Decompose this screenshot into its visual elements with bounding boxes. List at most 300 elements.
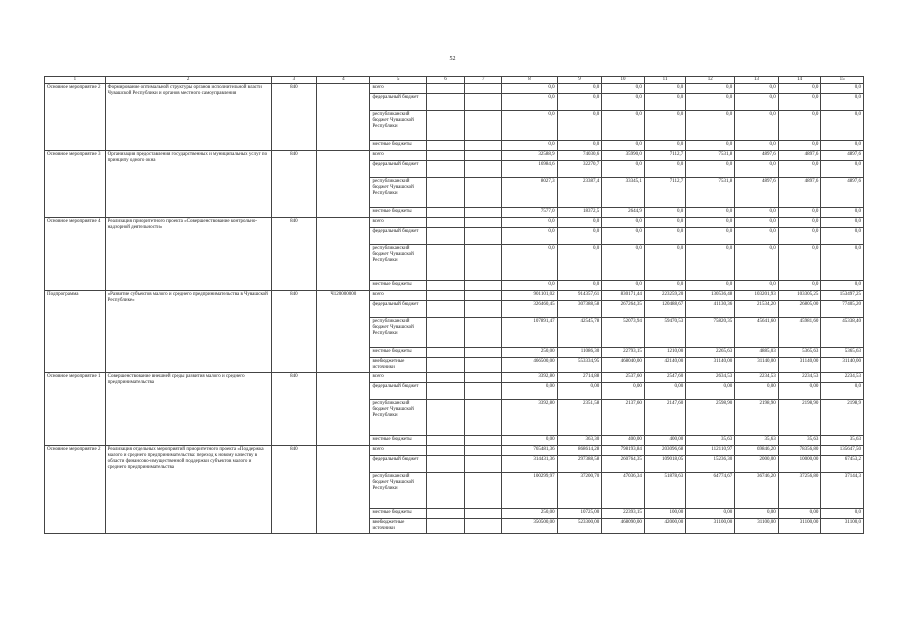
value-cell: 0,0	[735, 141, 779, 151]
empty-cell	[426, 245, 464, 281]
value-cell: 0,00	[735, 383, 779, 400]
value-cell: 32588,9	[502, 151, 557, 161]
value-cell: 765481,36	[502, 446, 557, 456]
empty-cell	[426, 509, 464, 519]
value-cell: 33345,1	[602, 178, 645, 208]
value-cell: 77405,20	[821, 301, 864, 318]
value-cell: 69846,20	[735, 446, 779, 456]
value-cell: 45981,60	[778, 318, 821, 348]
value-cell: 120488,67	[644, 301, 685, 318]
value-cell: 0,0	[557, 281, 602, 291]
value-cell: 153497,25	[821, 291, 864, 301]
value-cell: 0,0	[735, 218, 779, 228]
value-cell: 2644,9	[602, 208, 645, 218]
empty-cell	[465, 281, 502, 291]
value-cell: 223259,20	[644, 291, 685, 301]
empty-cell	[426, 178, 464, 208]
value-cell: 297388,58	[557, 456, 602, 473]
value-cell: 2234,53	[821, 373, 864, 383]
funding-source-cell: федеральный бюджет	[370, 301, 426, 318]
empty-cell	[426, 141, 464, 151]
value-cell: 0,0	[821, 208, 864, 218]
column-header: 7	[465, 77, 502, 84]
table-row	[45, 373, 864, 383]
empty-cell	[426, 373, 464, 383]
value-cell: 468090,00	[602, 519, 645, 534]
value-cell: 2137,60	[602, 400, 645, 436]
value-cell: 0,00	[686, 509, 735, 519]
empty-cell	[426, 400, 464, 436]
value-cell: 0,0	[735, 111, 779, 141]
value-cell: 2351,58	[557, 400, 602, 436]
value-cell: 400,00	[602, 436, 645, 446]
table-row	[45, 218, 864, 228]
value-cell: 4897,6	[735, 151, 779, 161]
value-cell: 0,0	[778, 218, 821, 228]
value-cell: 0,0	[602, 281, 645, 291]
value-cell: 0,0	[502, 141, 557, 151]
funding-source-cell: республиканский бюджет Чувашской Республики	[370, 178, 426, 208]
empty-cell	[465, 94, 502, 111]
value-cell: 0,0	[821, 218, 864, 228]
funding-source-cell: всего	[370, 84, 426, 94]
value-cell: 0,0	[644, 141, 685, 151]
column-header: 1	[45, 77, 106, 84]
value-cell: 5365,63	[778, 348, 821, 358]
value-cell: 107891,47	[502, 318, 557, 348]
column-header: 11	[644, 77, 685, 84]
value-cell: 0,0	[821, 94, 864, 111]
funding-source-cell: федеральный бюджет	[370, 456, 426, 473]
value-cell: 350500,00	[502, 519, 557, 534]
value-cell: 75820,35	[686, 318, 735, 348]
empty-cell	[426, 218, 464, 228]
value-cell: 0,0	[602, 84, 645, 94]
value-cell: 10000,00	[778, 456, 821, 473]
value-cell: 109018,05	[644, 456, 685, 473]
value-cell: 35,63	[778, 436, 821, 446]
value-cell: 59470,53	[644, 318, 685, 348]
value-cell: 3392,80	[502, 373, 557, 383]
empty-cell	[465, 358, 502, 373]
value-cell: 0,0	[821, 228, 864, 245]
funding-source-cell: местные бюджеты	[370, 208, 426, 218]
funding-source-cell: всего	[370, 446, 426, 456]
column-header: 3	[271, 77, 317, 84]
empty-cell	[426, 473, 464, 509]
responsible-code-cell: 840	[271, 446, 317, 534]
activity-description-cell: Организация предоставления государственных и муниципальных услуг по принципу одного окна	[105, 151, 271, 218]
program-code-cell	[317, 84, 370, 151]
value-cell: 37200,70	[557, 473, 602, 509]
value-cell: 1210,00	[644, 348, 685, 358]
value-cell: 45641,60	[735, 318, 779, 348]
value-cell: 100299,97	[502, 473, 557, 509]
value-cell: 363,30	[557, 436, 602, 446]
empty-cell	[465, 383, 502, 400]
value-cell: 31100,00	[686, 519, 735, 534]
value-cell: 0,0	[821, 161, 864, 178]
empty-cell	[465, 291, 502, 301]
value-cell: 0,0	[502, 94, 557, 111]
funding-source-cell: местные бюджеты	[370, 436, 426, 446]
table-row	[45, 446, 864, 456]
value-cell: 0,00	[686, 383, 735, 400]
value-cell: 0,0	[602, 161, 645, 178]
value-cell: 22393,15	[602, 509, 645, 519]
value-cell: 0,0	[602, 94, 645, 111]
value-cell: 0,0	[644, 94, 685, 111]
empty-cell	[465, 436, 502, 446]
value-cell: 250,00	[502, 348, 557, 358]
value-cell: 42140,00	[644, 358, 685, 373]
value-cell: 0,0	[735, 228, 779, 245]
value-cell: 0,0	[557, 218, 602, 228]
responsible-code-cell: 840	[271, 151, 317, 218]
value-cell: 0,0	[778, 111, 821, 141]
value-cell: 0,0	[735, 281, 779, 291]
value-cell: 7112,7	[644, 151, 685, 161]
value-cell: 0,0	[778, 228, 821, 245]
value-cell: 16984,6	[502, 161, 557, 178]
funding-source-cell: внебюджетные источники	[370, 358, 426, 373]
empty-cell	[426, 348, 464, 358]
value-cell: 32270,7	[557, 161, 602, 178]
value-cell: 42545,78	[557, 318, 602, 348]
value-cell: 0,0	[821, 84, 864, 94]
column-header: 15	[821, 77, 864, 84]
value-cell: 2547,60	[644, 373, 685, 383]
value-cell: 64774,67	[686, 473, 735, 509]
value-cell: 0,0	[778, 94, 821, 111]
value-cell: 868614,28	[557, 446, 602, 456]
value-cell: 2634,53	[686, 373, 735, 383]
value-cell: 35,63	[735, 436, 779, 446]
value-cell: 2598,90	[686, 400, 735, 436]
funding-source-cell: федеральный бюджет	[370, 161, 426, 178]
table-row	[45, 151, 864, 161]
value-cell: 0,0	[686, 218, 735, 228]
header-row	[45, 77, 864, 84]
value-cell: 11086,30	[557, 348, 602, 358]
value-cell: 523300,00	[557, 519, 602, 534]
empty-cell	[426, 456, 464, 473]
column-header: 4	[317, 77, 370, 84]
value-cell: 31140,00	[735, 358, 779, 373]
funding-source-cell: республиканский бюджет Чувашской Республики	[370, 400, 426, 436]
value-cell: 0,00	[778, 509, 821, 519]
funding-source-cell: всего	[370, 291, 426, 301]
value-cell: 103305,25	[778, 291, 821, 301]
value-cell: 35,63	[686, 436, 735, 446]
program-code-cell	[317, 446, 370, 534]
funding-source-cell: республиканский бюджет Чувашской Республики	[370, 318, 426, 348]
funding-source-cell: федеральный бюджет	[370, 383, 426, 400]
value-cell: 78356,80	[778, 446, 821, 456]
value-cell: 4897,6	[821, 178, 864, 208]
value-cell: 0,00	[502, 383, 557, 400]
value-cell: 0,0	[644, 228, 685, 245]
value-cell: 0,0	[557, 228, 602, 245]
value-cell: 0,0	[502, 111, 557, 141]
column-header: 9	[557, 77, 602, 84]
empty-cell	[465, 348, 502, 358]
activity-description-cell: Совершенствование внешней среды развития малого и среднего предпринимательства	[105, 373, 271, 446]
value-cell: 0,0	[735, 161, 779, 178]
empty-cell	[465, 111, 502, 141]
value-cell: 51878,63	[644, 473, 685, 509]
program-code-cell: Ч120000000	[317, 291, 370, 373]
value-cell: 0,0	[778, 281, 821, 291]
value-cell: 42000,00	[644, 519, 685, 534]
value-cell: 2714,88	[557, 373, 602, 383]
value-cell: 36746,20	[735, 473, 779, 509]
value-cell: 400,00	[644, 436, 685, 446]
value-cell: 0,0	[686, 111, 735, 141]
value-cell: 468040,00	[602, 358, 645, 373]
value-cell: 37144,3	[821, 473, 864, 509]
value-cell: 8027,3	[502, 178, 557, 208]
value-cell: 52073,94	[602, 318, 645, 348]
value-cell: 0,0	[502, 84, 557, 94]
empty-cell	[426, 358, 464, 373]
column-header: 10	[602, 77, 645, 84]
value-cell: 31100,0	[821, 519, 864, 534]
value-cell: 267264,35	[602, 301, 645, 318]
empty-cell	[465, 218, 502, 228]
budget-table	[44, 76, 864, 534]
empty-cell	[426, 151, 464, 161]
activity-name-cell: Основное мероприятие 3	[45, 151, 106, 218]
empty-cell	[465, 473, 502, 509]
value-cell: 0,0	[821, 111, 864, 141]
value-cell: 7577,0	[502, 208, 557, 218]
value-cell: 2198,90	[778, 400, 821, 436]
value-cell: 0,0	[557, 111, 602, 141]
value-cell: 0,00	[557, 383, 602, 400]
empty-cell	[465, 178, 502, 208]
empty-cell	[426, 94, 464, 111]
program-code-cell	[317, 373, 370, 446]
empty-cell	[465, 301, 502, 318]
activity-name-cell: Основное мероприятие 1	[45, 373, 106, 446]
value-cell: 100,00	[644, 509, 685, 519]
value-cell: 0,0	[735, 84, 779, 94]
value-cell: 35990,0	[602, 151, 645, 161]
funding-source-cell: республиканский бюджет Чувашской Республики	[370, 111, 426, 141]
value-cell: 0,0	[821, 141, 864, 151]
value-cell: 0,00	[502, 436, 557, 446]
empty-cell	[465, 141, 502, 151]
value-cell: 901101,02	[502, 291, 557, 301]
responsible-code-cell: 840	[271, 218, 317, 291]
value-cell: 260764,35	[602, 456, 645, 473]
funding-source-cell: всего	[370, 151, 426, 161]
funding-source-cell: внебюджетные источники	[370, 519, 426, 534]
funding-source-cell: федеральный бюджет	[370, 228, 426, 245]
column-header: 8	[502, 77, 557, 84]
responsible-code-cell: 840	[271, 84, 317, 151]
empty-cell	[426, 519, 464, 534]
value-cell: 307388,58	[557, 301, 602, 318]
value-cell: 2234,53	[778, 373, 821, 383]
value-cell: 0,0	[686, 141, 735, 151]
value-cell: 2537,60	[602, 373, 645, 383]
value-cell: 0,0	[644, 161, 685, 178]
empty-cell	[426, 446, 464, 456]
empty-cell	[426, 383, 464, 400]
table-row	[45, 84, 864, 94]
responsible-code-cell: 840	[271, 291, 317, 373]
value-cell: 0,0	[686, 208, 735, 218]
value-cell: 0,0	[602, 141, 645, 151]
value-cell: 0,0	[644, 208, 685, 218]
empty-cell	[426, 436, 464, 446]
value-cell: 7531,8	[686, 178, 735, 208]
empty-cell	[465, 84, 502, 94]
value-cell: 314431,36	[502, 456, 557, 473]
value-cell: 37256,80	[778, 473, 821, 509]
value-cell: 35,63	[821, 436, 864, 446]
activity-description-cell: Реализация отдельных мероприятий приоритетного проекта «Поддержка малого и среднего предпринимательства: переход к новому качеству в области финансово-имущественной поддержки субъектов малого и среднего предпринимательства	[105, 446, 271, 534]
value-cell: 0,0	[735, 245, 779, 281]
empty-cell	[426, 161, 464, 178]
value-cell: 0,00	[735, 509, 779, 519]
empty-cell	[426, 208, 464, 218]
value-cell: 26805,00	[778, 301, 821, 318]
value-cell: 0,0	[686, 228, 735, 245]
column-header: 12	[686, 77, 735, 84]
value-cell: 0,0	[686, 84, 735, 94]
value-cell: 4897,6	[735, 178, 779, 208]
activity-description-cell: «Развитие субъектов малого и среднего предпринимательства в Чувашской Республике»	[105, 291, 271, 373]
empty-cell	[465, 208, 502, 218]
funding-source-cell: всего	[370, 373, 426, 383]
value-cell: 22793,15	[602, 348, 645, 358]
value-cell: 4897,6	[778, 151, 821, 161]
value-cell: 5365,63	[821, 348, 864, 358]
value-cell: 130536,48	[686, 291, 735, 301]
empty-cell	[465, 318, 502, 348]
value-cell: 0,00	[602, 383, 645, 400]
page-number: 52	[449, 56, 456, 62]
value-cell: 0,0	[778, 161, 821, 178]
empty-cell	[426, 291, 464, 301]
value-cell: 112110,97	[686, 446, 735, 456]
value-cell: 0,0	[644, 281, 685, 291]
value-cell: 0,0	[821, 245, 864, 281]
value-cell: 914357,61	[557, 291, 602, 301]
column-header: 13	[735, 77, 779, 84]
value-cell: 0,0	[686, 161, 735, 178]
value-cell: 0,0	[778, 208, 821, 218]
value-cell: 830171,44	[602, 291, 645, 301]
value-cell: 4885,03	[735, 348, 779, 358]
value-cell: 0,0	[557, 84, 602, 94]
value-cell: 2000,00	[735, 456, 779, 473]
value-cell: 18372,5	[557, 208, 602, 218]
value-cell: 7112,7	[644, 178, 685, 208]
value-cell: 203096,68	[644, 446, 685, 456]
value-cell: 2198,9	[821, 400, 864, 436]
value-cell: 0,0	[644, 245, 685, 281]
funding-source-cell: всего	[370, 218, 426, 228]
empty-cell	[465, 228, 502, 245]
value-cell: 135647,50	[821, 446, 864, 456]
empty-cell	[465, 519, 502, 534]
funding-source-cell: республиканский бюджет Чувашской Республики	[370, 245, 426, 281]
value-cell: 0,0	[557, 245, 602, 281]
value-cell: 0,0	[602, 228, 645, 245]
table-row	[45, 291, 864, 301]
value-cell: 2234,53	[735, 373, 779, 383]
value-cell: 0,0	[686, 245, 735, 281]
table-body	[45, 84, 864, 534]
value-cell: 0,0	[502, 245, 557, 281]
empty-cell	[426, 301, 464, 318]
value-cell: 0,0	[502, 218, 557, 228]
value-cell: 15236,30	[686, 456, 735, 473]
value-cell: 74030,6	[557, 151, 602, 161]
value-cell: 0,0	[644, 111, 685, 141]
value-cell: 45338,40	[821, 318, 864, 348]
empty-cell	[465, 400, 502, 436]
value-cell: 2147,60	[644, 400, 685, 436]
value-cell: 0,00	[644, 383, 685, 400]
value-cell: 4897,6	[821, 151, 864, 161]
value-cell: 23387,4	[557, 178, 602, 208]
funding-source-cell: республиканский бюджет Чувашской Республики	[370, 473, 426, 509]
value-cell: 466500,00	[502, 358, 557, 373]
value-cell: 31140,00	[778, 358, 821, 373]
empty-cell	[426, 228, 464, 245]
value-cell: 0,0	[602, 245, 645, 281]
value-cell: 0,0	[602, 218, 645, 228]
value-cell: 41130,36	[686, 301, 735, 318]
activity-name-cell: Подпрограмма	[45, 291, 106, 373]
column-header: 14	[778, 77, 821, 84]
value-cell: 21534,20	[735, 301, 779, 318]
empty-cell	[465, 161, 502, 178]
value-cell: 0,0	[686, 281, 735, 291]
empty-cell	[465, 456, 502, 473]
value-cell: 798193,84	[602, 446, 645, 456]
value-cell: 0,0	[778, 245, 821, 281]
value-cell: 0,00	[778, 383, 821, 400]
value-cell: 0,0	[686, 94, 735, 111]
value-cell: 0,0	[821, 509, 864, 519]
value-cell: 0,0	[821, 281, 864, 291]
column-header: 2	[105, 77, 271, 84]
empty-cell	[426, 318, 464, 348]
empty-cell	[426, 111, 464, 141]
value-cell: 31140,00	[821, 358, 864, 373]
activity-description-cell: Реализация приоритетного проекта «Совершенствование контрольно-надзорной деятельности»	[105, 218, 271, 291]
value-cell: 0,0	[778, 84, 821, 94]
funding-source-cell: федеральный бюджет	[370, 94, 426, 111]
funding-source-cell: местные бюджеты	[370, 141, 426, 151]
value-cell: 31100,00	[778, 519, 821, 534]
value-cell: 31140,00	[686, 358, 735, 373]
activity-name-cell: Основное мероприятие 2	[45, 446, 106, 534]
column-header: 5	[370, 77, 426, 84]
value-cell: 0,0	[778, 141, 821, 151]
activity-name-cell: Основное мероприятие 4	[45, 218, 106, 291]
empty-cell	[465, 245, 502, 281]
program-code-cell	[317, 151, 370, 218]
activity-name-cell: Основное мероприятие 2	[45, 84, 106, 151]
value-cell: 10725,00	[557, 509, 602, 519]
